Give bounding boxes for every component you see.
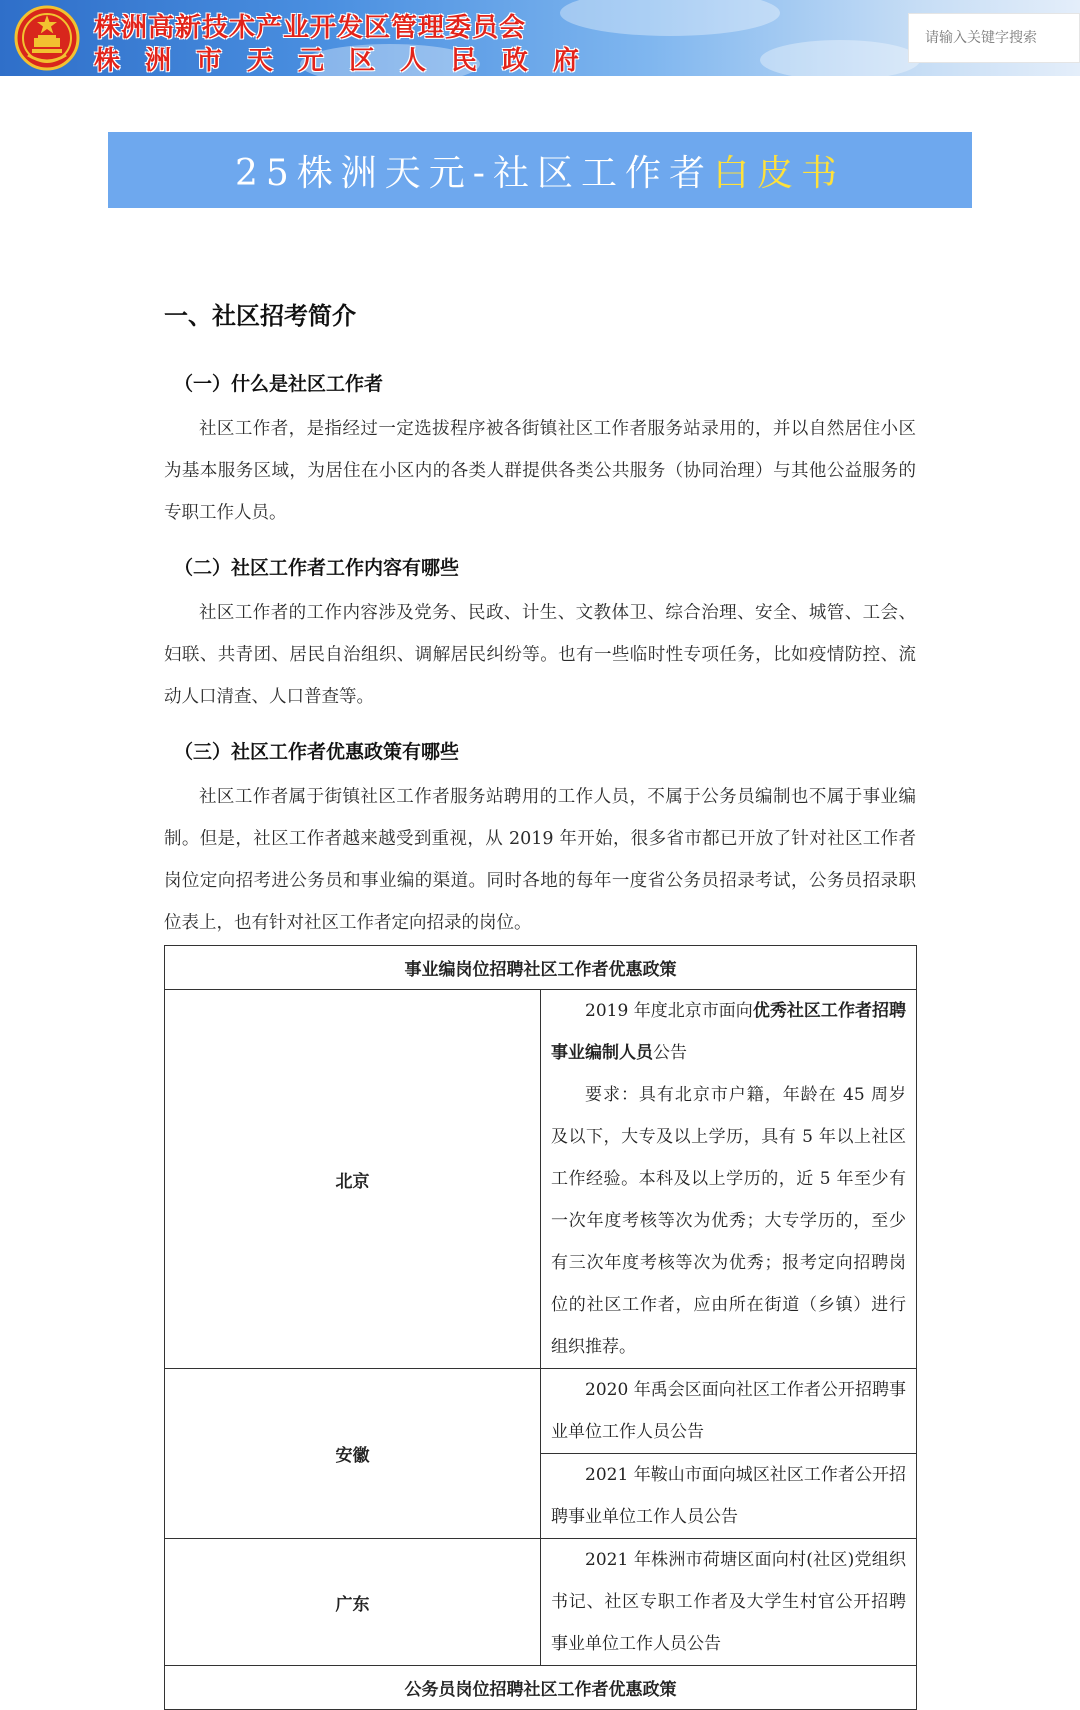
org-name-line2: 株洲市天元区人民政府 xyxy=(94,46,605,76)
beijing-requirement: 要求：具有北京市户籍，年龄在 45 周岁及以下，大专及以上学历，具有 5 年以上社区工作经验。本科及以上学历的，近 5 年至少有一次年度考核等次为优秀；大专学历的，至少有三次年度考核等次为优秀；报考定向招聘岗位的社区工作者，应由所在街道（乡镇）进行组织推荐。 xyxy=(551,1085,906,1357)
header-cloud xyxy=(560,0,780,36)
guangdong-policy-row1 xyxy=(541,1539,917,1666)
page-title: 25株洲天元-社区工作者 xyxy=(235,152,713,194)
section-heading: 一、社区招考简介 xyxy=(164,302,356,330)
search-input[interactable] xyxy=(908,13,1080,63)
beijing-notice-suffix: 公告 xyxy=(653,1043,687,1063)
page-title-highlight: 白皮书 xyxy=(712,152,845,194)
region-cell-beijing: 北京 xyxy=(165,990,541,1369)
table-row xyxy=(165,1539,917,1666)
subsection-heading-2: （二）社区工作者工作内容有哪些 xyxy=(174,557,460,579)
subsection-text-2: 社区工作者的工作内容涉及党务、民政、计生、文教体卫、综合治理、安全、城管、工会、妇联、共青团、居民自治组织、调解居民纠纷等。也有一些临时性专项任务，比如疫情防控、流动人口清查、人口普查等。 xyxy=(164,603,916,707)
subsection-heading-1: （一）什么是社区工作者 xyxy=(174,373,384,395)
subsection-text-3: 社区工作者属于街镇社区工作者服务站聘用的工作人员，不属于公务员编制也不属于事业编制。但是，社区工作者越来越受到重视，从 2019 年开始，很多省市都已开放了针对社区工作者岗位定向招考进公务员和事业编的渠道。同时各地的每年一度省公务员招录考试，公务员招录职位表上，也有针对社区工作者定向招录的岗位。 xyxy=(164,787,916,933)
anhui-policy-row2 xyxy=(541,1454,917,1539)
table-row xyxy=(165,1369,917,1454)
subsection-text-1: 社区工作者，是指经过一定选拔程序被各街镇社区工作者服务站录用的，并以自然居住小区为基本服务区域，为居住在小区内的各类人群提供各类公共服务（协同治理）与其他公益服务的专职工作人员。 xyxy=(164,419,916,523)
anhui-notice-1: 2020 年禹会区面向社区工作者公开招聘事业单位工作人员公告 xyxy=(551,1380,906,1442)
beijing-policy-cell xyxy=(541,990,917,1369)
national-emblem-icon xyxy=(14,5,80,71)
table-header-gongwuyuan: 公务员岗位招聘社区工作者优惠政策 xyxy=(165,1666,917,1710)
table-row xyxy=(165,1666,917,1710)
subsection-heading-3: （三）社区工作者优惠政策有哪些 xyxy=(174,741,460,763)
table-header-shiyebian: 事业编岗位招聘社区工作者优惠政策 xyxy=(165,946,917,990)
guangdong-notice-1: 2021 年株洲市荷塘区面向村(社区)党组织书记、社区专职工作者及大学生村官公开招聘事业单位工作人员公告 xyxy=(551,1550,906,1654)
region-cell-anhui: 安徽 xyxy=(165,1369,541,1539)
anhui-policy-row1 xyxy=(541,1369,917,1454)
org-name-line1: 株洲高新技术产业开发区管理委员会 xyxy=(94,13,527,43)
anhui-notice-2: 2021 年鞍山市面向城区社区工作者公开招聘事业单位工作人员公告 xyxy=(551,1465,906,1527)
site-header xyxy=(0,0,1080,76)
table-row xyxy=(165,946,917,990)
region-cell-guangdong: 广东 xyxy=(165,1539,541,1666)
table-row xyxy=(165,990,917,1369)
beijing-notice-prefix: 2019 年度北京市面向 xyxy=(585,1001,753,1021)
page-title-banner xyxy=(108,132,972,208)
policy-table xyxy=(164,945,917,1710)
beijing-notice-bold: 优秀社区工作者招聘事业编制人员 xyxy=(551,1001,907,1063)
header-cloud xyxy=(760,40,920,76)
beijing-notice xyxy=(551,990,906,1074)
